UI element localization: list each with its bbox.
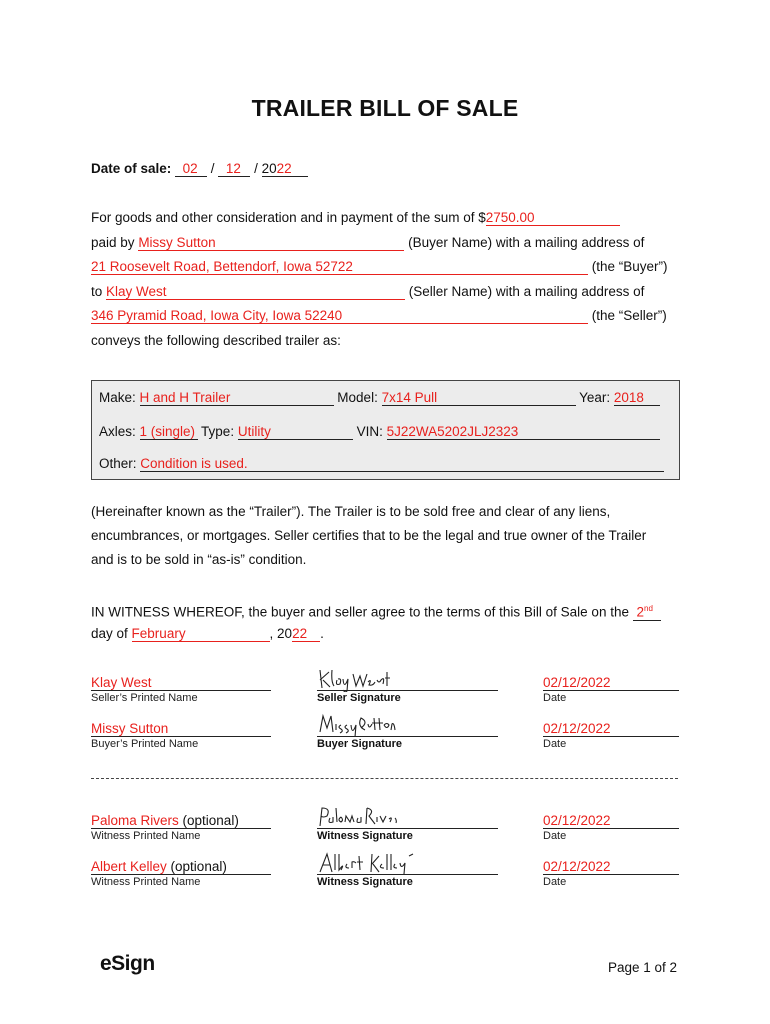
- document-title: TRAILER BILL OF SALE: [251, 95, 519, 121]
- esign-logo: eSign: [100, 952, 155, 975]
- seller-name-line: to Klay West (Seller Name) with a mailing address of: [91, 284, 645, 299]
- witness1-date-caption: Date: [543, 830, 567, 842]
- buyer-printed-name-field[interactable]: Missy Sutton: [91, 720, 271, 737]
- buyer-signature-field[interactable]: [317, 720, 498, 737]
- seller-signature-field[interactable]: [317, 674, 498, 691]
- witness-day-field[interactable]: 2nd: [633, 602, 661, 621]
- year-field[interactable]: 2018: [614, 391, 660, 406]
- date-day-field[interactable]: 12: [218, 162, 250, 177]
- witness-whereof-line: IN WITNESS WHEREOF, the buyer and seller agree to the terms of this Bill of Sale on the 2nd: [91, 602, 661, 621]
- type-field[interactable]: Utility: [238, 425, 353, 440]
- make-field[interactable]: H and H Trailer: [140, 391, 334, 406]
- witness1-printed-name-field[interactable]: Paloma Rivers (optional): [91, 812, 271, 829]
- axles-type-vin-line: Axles: 1 (single) Type: Utility VIN: 5J22WA5202JLJ2323: [99, 424, 660, 440]
- witness1-date-field[interactable]: 02/12/2022: [543, 812, 679, 829]
- seller-address-field[interactable]: 346 Pyramid Road, Iowa City, Iowa 52240: [91, 309, 588, 324]
- axles-field[interactable]: 1 (single): [140, 425, 198, 440]
- date-of-sale-line: Date of sale: 02 / 12 / 2022: [91, 161, 308, 177]
- witness2-printed-name-caption: Witness Printed Name: [91, 876, 201, 888]
- terms-line-2: encumbrances, or mortgages. Seller certifies that to be the legal and true owner of the Trailer: [91, 528, 647, 543]
- witness2-date-field[interactable]: 02/12/2022: [543, 858, 679, 875]
- seller-signature-caption: Seller Signature: [317, 692, 401, 704]
- witness-month-field[interactable]: February: [132, 627, 270, 642]
- buyer-signature-image: [317, 712, 397, 738]
- terms-line-3: and is to be sold in “as-is” condition.: [91, 552, 307, 567]
- witness-year-field[interactable]: 22: [292, 627, 320, 642]
- witness2-signature-caption: Witness Signature: [317, 876, 413, 888]
- model-field[interactable]: 7x14 Pull: [382, 391, 576, 406]
- buyer-printed-name-caption: Buyer’s Printed Name: [91, 738, 199, 750]
- seller-date-caption: Date: [543, 692, 567, 704]
- terms-line-1: (Hereinafter known as the “Trailer”). The Trailer is to be sold free and clear of any liens,: [91, 504, 611, 519]
- seller-printed-name-caption: Seller’s Printed Name: [91, 692, 198, 704]
- seller-address-line: 346 Pyramid Road, Iowa City, Iowa 52240 (the “Seller”): [91, 308, 667, 323]
- witness1-printed-name-caption: Witness Printed Name: [91, 830, 201, 842]
- buyer-date-caption: Date: [543, 738, 567, 750]
- buyer-signature-caption: Buyer Signature: [317, 738, 402, 750]
- seller-signature-image: [317, 666, 397, 692]
- witness1-signature-caption: Witness Signature: [317, 830, 413, 842]
- other-field[interactable]: Condition is used.: [140, 457, 664, 472]
- payment-line: [91, 210, 620, 226]
- buyer-name-line: paid by Missy Sutton (Buyer Name) with a mailing address of: [91, 235, 645, 250]
- amount-field[interactable]: 2750.00: [486, 211, 620, 226]
- make-model-year-line: Make: H and H Trailer Model: 7x14 Pull Year: 2018: [99, 390, 660, 406]
- seller-name-field[interactable]: Klay West: [106, 285, 405, 300]
- witness2-date-caption: Date: [543, 876, 567, 888]
- buyer-address-field[interactable]: 21 Roosevelt Road, Bettendorf, Iowa 52722: [91, 260, 588, 275]
- buyer-name-field[interactable]: Missy Sutton: [138, 236, 404, 251]
- conveys-line: conveys the following described trailer as:: [91, 333, 341, 348]
- date-month-field[interactable]: 02: [175, 162, 207, 177]
- date-year-field[interactable]: 2022: [262, 162, 308, 177]
- buyer-date-field[interactable]: 02/12/2022: [543, 720, 679, 737]
- witness2-signature-field[interactable]: [317, 858, 498, 875]
- vin-field[interactable]: 5J22WA5202JLJ2323: [387, 425, 660, 440]
- witness2-signature-image: [317, 850, 417, 878]
- witness1-signature-image: [317, 804, 399, 830]
- other-line: Other: Condition is used.: [99, 456, 664, 472]
- buyer-address-line: 21 Roosevelt Road, Bettendorf, Iowa 52722 (the “Buyer”): [91, 259, 668, 274]
- page-number: Page 1 of 2: [608, 960, 678, 975]
- payment-intro: For goods and other consideration and in payment of the sum of $: [91, 210, 486, 225]
- witness1-signature-field[interactable]: [317, 812, 498, 829]
- trailer-details-box: [91, 380, 680, 480]
- seller-printed-name-field[interactable]: Klay West: [91, 674, 271, 691]
- section-divider: [91, 778, 678, 779]
- date-of-sale-label: Date of sale:: [91, 161, 172, 176]
- seller-date-field[interactable]: 02/12/2022: [543, 674, 679, 691]
- witness-date-line: day of February , 2022 .: [91, 626, 324, 641]
- witness2-printed-name-field[interactable]: Albert Kelley (optional): [91, 858, 271, 875]
